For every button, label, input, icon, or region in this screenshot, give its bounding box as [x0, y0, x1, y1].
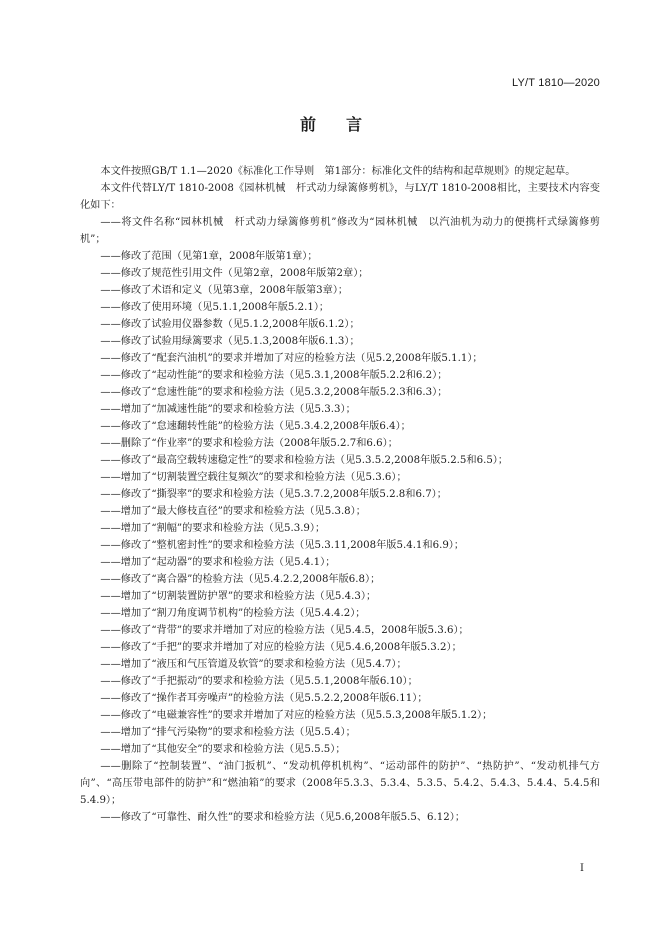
change-item: ——增加了“加减速性能”的要求和检验方法（见5.3.3）； — [100, 404, 356, 415]
change-item: ——修改了规范性引用文件（见第2章，2008年版第2章）； — [100, 268, 369, 279]
change-item: ——修改了“电磁兼容性”的要求并增加了对应的检验方法（见5.5.3,2008年版5.1.2）； — [100, 710, 493, 721]
change-item: ——修改了“手把”的要求并增加了对应的检验方法（见5.4.6,2008年版5.3.2）； — [100, 642, 462, 653]
change-item: ——修改了试验用仪器参数（见5.1.2,2008年版6.1.2）； — [100, 319, 360, 330]
change-item: ——删除了“作业率”的要求和检验方法（2008年版5.2.7和6.6）； — [100, 438, 398, 449]
change-item: ——修改了“可靠性、耐久性”的要求和检验方法（见5.6,2008年版5.5、6.12）； — [100, 812, 466, 823]
change-item: ——增加了“最大修枝直径”的要求和检验方法（见5.3.8）； — [100, 506, 366, 517]
change-item: ——修改了使用环境（见5.1.1,2008年版5.2.1）； — [100, 302, 330, 313]
page-number: I — [580, 863, 584, 874]
change-item: ——修改了“怠速性能”的要求和检验方法（见5.3.2,2008年版5.2.3和6.3）； — [100, 387, 448, 398]
change-item: ——修改了“离合器”的检验方法（见5.4.2.2,2008年版6.8）； — [100, 574, 381, 585]
intro-paragraph: 本文件按照GB/T 1.1—2020《标准化工作导则 第1部分：标准化文件的结构和起草规则》的规定起草。 — [100, 166, 576, 177]
change-item: ——修改了“怠速翻转性能”的检验方法（见5.3.4.2,2008年版6.4）； — [100, 421, 411, 432]
change-item: ——修改了范围（见第1章，2008年版第1章）； — [100, 251, 318, 262]
change-item: ——将文件名称“园林机械 杆式动力绿篱修剪机”修改为“园林机械 以汽油机为动力的便携杆式绿篱修剪机”； — [80, 217, 600, 245]
change-item: ——修改了“撕裂率”的要求和检验方法（见5.3.7.2,2008年版5.2.8和6.7）； — [100, 489, 447, 500]
change-item: ——增加了“液压和气压管道及软管”的要求和检验方法（见5.4.7）； — [100, 659, 407, 670]
change-item: ——增加了“切割装置防护罩”的要求和检验方法（见5.4.3）； — [100, 591, 377, 602]
change-list — [80, 214, 600, 826]
change-item: ——修改了“操作者耳旁噪声”的检验方法（见5.5.2.2,2008年版6.11）； — [100, 693, 428, 704]
change-item: ——增加了“其他安全”的要求和检验方法（见5.5.5）； — [100, 744, 346, 755]
change-item: ——修改了“背带”的要求并增加了对应的检验方法（见5.4.5，2008年版5.3.6）； — [100, 625, 469, 636]
change-item: ——修改了“最高空载转速稳定性”的要求和检验方法（见5.3.5.2,2008年版5.2.5和6.5）； — [100, 455, 509, 466]
change-item: ——修改了“配套汽油机”的要求并增加了对应的检验方法（见5.2,2008年版5.1.1）； — [100, 353, 483, 364]
document-body — [80, 163, 600, 826]
change-item: ——增加了“起动器”的要求和检验方法（见5.4.1）； — [100, 557, 336, 568]
change-item: ——修改了术语和定义（见第3章，2008年版第3章）； — [100, 285, 349, 296]
standard-number: LY/T 1810—2020 — [511, 77, 600, 89]
change-item: ——修改了试验用绿篱要求（见5.1.3,2008年版6.1.3）； — [100, 336, 360, 347]
intro-paragraph: 本文件代替LY/T 1810-2008《园林机械 杆式动力绿篱修剪机》，与LY/T 1810-2008相比，主要技术内容变化如下： — [80, 183, 600, 211]
change-item: ——修改了“手把振动”的要求和检验方法（见5.5.1,2008年版6.10）； — [100, 676, 418, 687]
page-title: 前言 — [299, 115, 392, 134]
change-item: ——增加了“排气污染物”的要求和检验方法（见5.5.4）； — [100, 727, 356, 738]
change-item: ——修改了“起动性能”的要求和检验方法（见5.3.1,2008年版5.2.2和6.2）； — [100, 370, 448, 381]
change-item: ——增加了“割刀角度调节机构”的检验方法（见5.4.4.2）； — [100, 608, 366, 619]
change-item: ——增加了“割幅”的要求和检验方法（见5.3.9）； — [100, 523, 326, 534]
change-item: ——增加了“切割装置空载往复频次”的要求和检验方法（见5.3.6）； — [100, 472, 407, 483]
change-item: ——修改了“整机密封性”的要求和检验方法（见5.3.11,2008年版5.4.1和6.9）； — [100, 540, 465, 551]
change-item: ——删除了“控制装置”、“油门扳机”、“发动机停机机构”、“运动部件的防护”、“热防护”、“发动机排气方向”、“高压带电部件的防护”和“燃油箱”的要求（2008年5.3.3、5.3.4、5.3.5、5.4.2、5.4.3、5.4.4、5.4.5和5.4.9）； — [80, 761, 600, 806]
